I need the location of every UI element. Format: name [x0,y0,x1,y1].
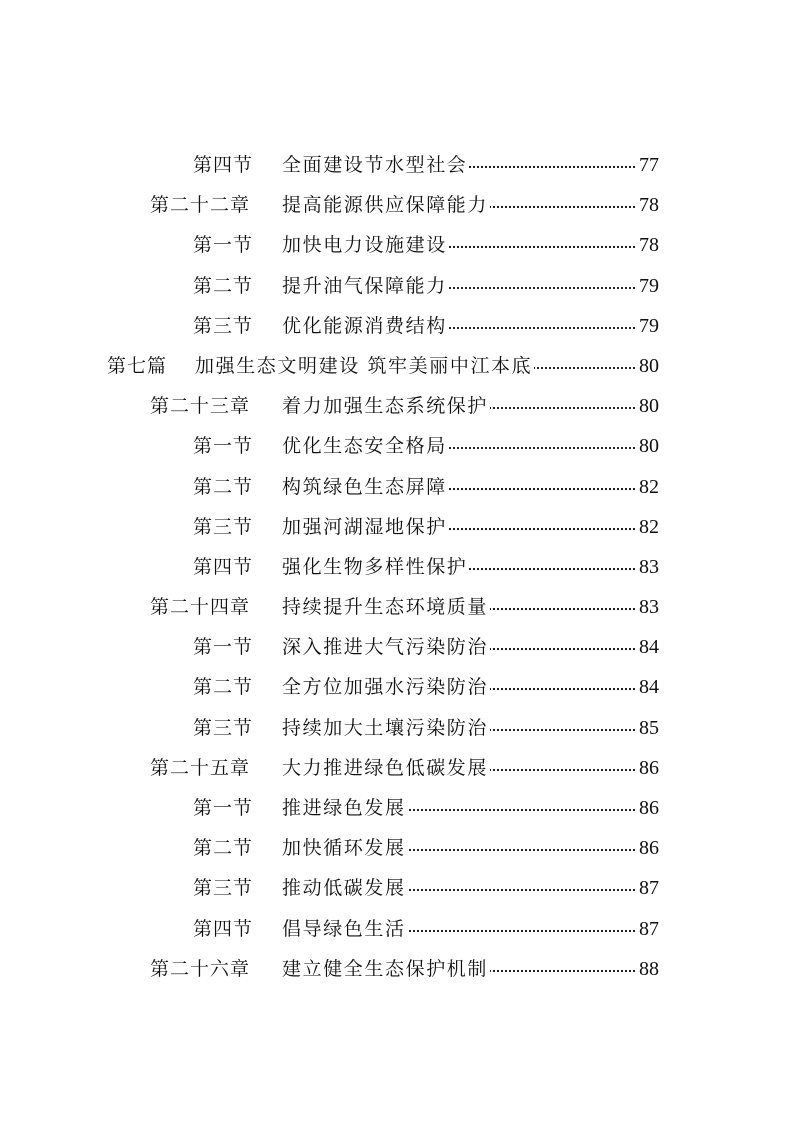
toc-entry-section[interactable] [0,225,793,265]
toc-chapter-title: 大力推进绿色低碳发展 [282,756,489,779]
toc-entry-section[interactable] [0,868,793,908]
toc-section-title: 优化生态安全格局 [282,435,447,458]
toc-page-number: 86 [639,756,659,779]
toc-entry-section[interactable] [0,467,793,507]
toc-section-title: 强化生物多样性保护 [282,555,468,578]
toc-section-title: 全面建设节水型社会 [282,154,468,176]
toc-section-number: 第一节 [193,797,254,819]
toc-section-number: 第三节 [193,877,254,900]
toc-entry-section[interactable] [0,708,793,748]
toc-entry-section[interactable] [0,426,793,466]
toc-page-number: 87 [639,917,659,940]
toc-section-number: 第二节 [193,676,254,699]
toc-page-number: 80 [639,395,659,418]
table-of-contents [0,145,793,989]
toc-section-number: 第四节 [193,917,254,940]
toc-page-number: 80 [639,354,659,377]
toc-entry-section[interactable] [0,909,793,949]
toc-section-title: 倡导绿色生活 [282,917,406,940]
toc-entry-section[interactable] [0,306,793,346]
toc-entry-section[interactable] [0,547,793,587]
toc-entry-chapter[interactable] [0,748,793,788]
toc-page-number: 82 [639,515,659,538]
toc-section-number: 第一节 [193,636,254,659]
toc-entry-section[interactable] [0,507,793,547]
toc-section-title: 深入推进大气污染防治 [282,636,489,659]
toc-page-number: 85 [639,716,659,739]
toc-page-number: 78 [639,194,659,217]
toc-section-title: 全方位加强水污染防治 [282,676,489,699]
toc-part-number: 第七篇 [107,354,168,377]
toc-section-number: 第二节 [193,274,254,297]
toc-section-number: 第四节 [193,154,254,176]
toc-chapter-number: 第二十二章 [150,194,251,217]
toc-page-number: 87 [639,877,659,900]
toc-page-number: 84 [639,676,659,699]
toc-page-number: 84 [639,636,659,659]
toc-part-title: 加强生态文明建设 筑牢美丽中江本底 [195,354,533,377]
toc-section-title: 优化能源消费结构 [282,314,447,337]
toc-section-title: 提升油气保障能力 [282,274,447,297]
toc-entry-section[interactable] [0,788,793,828]
toc-entry-chapter[interactable] [0,185,793,225]
toc-section-number: 第四节 [193,555,254,578]
toc-entry-chapter[interactable] [0,587,793,627]
toc-section-number: 第二节 [193,475,254,498]
toc-entry-part[interactable] [0,346,793,386]
toc-chapter-number: 第二十三章 [150,395,251,418]
toc-page-number: 77 [639,154,659,176]
toc-entry-section[interactable] [0,145,793,185]
toc-section-number: 第一节 [193,234,254,257]
toc-page-number: 78 [639,234,659,257]
toc-section-title: 加强河湖湿地保护 [282,515,447,538]
toc-section-title: 推进绿色发展 [282,797,406,819]
toc-section-number: 第三节 [193,716,254,739]
toc-chapter-title: 建立健全生态保护机制 [282,957,489,980]
toc-section-title: 加快循环发展 [282,837,406,860]
toc-page-number: 86 [639,837,659,860]
toc-page-number: 82 [639,475,659,498]
toc-page-number: 80 [639,435,659,458]
toc-section-title: 持续加大土壤污染防治 [282,716,489,739]
toc-section-number: 第三节 [193,314,254,337]
toc-entry-section[interactable] [0,667,793,707]
toc-page-number: 88 [639,957,659,980]
toc-entry-section[interactable] [0,627,793,667]
toc-entry-section[interactable] [0,266,793,306]
toc-section-number: 第一节 [193,435,254,458]
toc-page-number: 79 [639,274,659,297]
toc-entry-chapter[interactable] [0,386,793,426]
toc-chapter-title: 着力加强生态系统保护 [282,395,489,418]
toc-section-title: 构筑绿色生态屏障 [282,475,447,498]
toc-page-number: 83 [639,555,659,578]
toc-chapter-number: 第二十五章 [150,756,251,779]
toc-page-number: 83 [639,596,659,619]
toc-page-number: 86 [639,797,659,819]
toc-section-number: 第二节 [193,837,254,860]
toc-entry-chapter[interactable] [0,949,793,989]
toc-section-title: 推动低碳发展 [282,877,406,900]
toc-section-title: 加快电力设施建设 [282,234,447,257]
toc-chapter-number: 第二十四章 [150,596,251,619]
toc-chapter-number: 第二十六章 [150,957,251,980]
toc-entry-section[interactable] [0,828,793,868]
toc-chapter-title: 提高能源供应保障能力 [282,194,489,217]
toc-section-number: 第三节 [193,515,254,538]
toc-chapter-title: 持续提升生态环境质量 [282,596,489,619]
toc-page-number: 79 [639,314,659,337]
